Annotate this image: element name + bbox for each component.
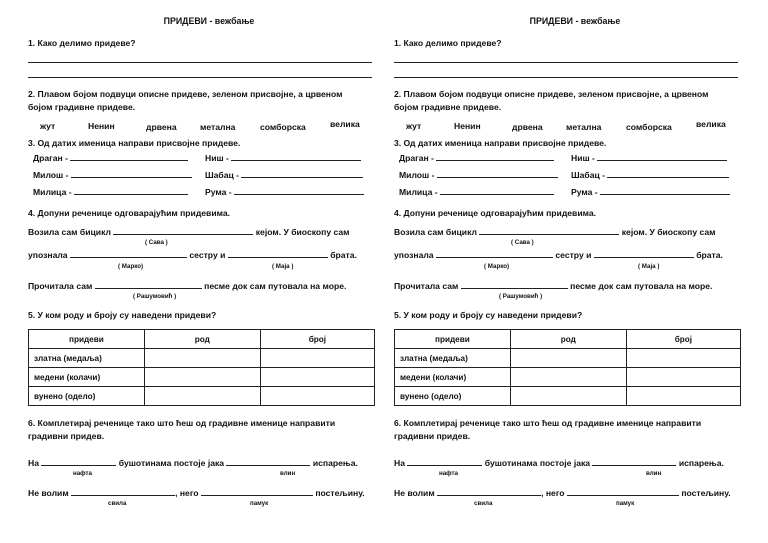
table-cell: медени (колачи) xyxy=(29,368,145,387)
answer-line[interactable] xyxy=(592,457,676,466)
answer-line[interactable] xyxy=(600,186,730,195)
table-row xyxy=(29,349,375,368)
answer-line[interactable] xyxy=(201,487,313,496)
table-row xyxy=(395,387,741,406)
adjective[interactable]: метална xyxy=(200,122,236,132)
answer-cell[interactable] xyxy=(144,368,260,387)
answer-line[interactable] xyxy=(394,77,738,78)
answer-line[interactable] xyxy=(607,169,729,178)
sentence-5: Не волим , него постељину. xyxy=(394,488,731,498)
noun-row: Рума - xyxy=(571,186,730,197)
answer-line[interactable] xyxy=(597,152,727,161)
answer-line[interactable] xyxy=(28,62,372,63)
sentence-3: Прочитала сам песме док сам путовала на море. xyxy=(394,281,713,291)
answer-cell[interactable] xyxy=(260,387,374,406)
sentence-2: упознала сестру и брата. xyxy=(394,250,723,260)
answer-cell[interactable] xyxy=(510,387,626,406)
question-2: 2. Плавом бојом подвуци описне придеве, зеленом присвојне, а црвеном xyxy=(28,89,343,99)
table-row xyxy=(395,368,741,387)
answer-line[interactable] xyxy=(70,249,187,258)
question-5: 5. У ком роду и броју су наведени придеви? xyxy=(28,310,217,320)
answer-line[interactable] xyxy=(71,487,175,496)
hint: ( Сава ) xyxy=(145,239,168,246)
sentence-5: Не волим , него постељину. xyxy=(28,488,365,498)
answer-line[interactable] xyxy=(28,77,372,78)
table-row xyxy=(29,387,375,406)
worksheet-right xyxy=(394,0,756,543)
answer-line[interactable] xyxy=(479,226,619,235)
worksheet-title: ПРИДЕВИ - вежбање xyxy=(163,16,255,26)
noun-row: Шабац - xyxy=(205,169,363,180)
answer-line[interactable] xyxy=(95,280,202,289)
hint: ( Маја ) xyxy=(272,263,294,270)
hint: ( Рашумовић ) xyxy=(133,293,177,300)
answer-cell[interactable] xyxy=(260,368,374,387)
answer-line[interactable] xyxy=(436,249,553,258)
table-header: број xyxy=(260,330,374,349)
question-4: 4. Допуни реченице одговарајућим придевима. xyxy=(28,208,231,218)
table-cell: медени (колачи) xyxy=(395,368,511,387)
hint: ( Марко) xyxy=(484,263,510,270)
answer-line[interactable] xyxy=(436,152,554,161)
adjective[interactable]: сомборска xyxy=(260,122,306,132)
table-row xyxy=(29,368,375,387)
adjective[interactable]: сомборска xyxy=(626,122,672,132)
answer-line[interactable] xyxy=(228,249,328,258)
adjective[interactable]: жут xyxy=(406,121,422,131)
adjective[interactable]: Ненин xyxy=(88,121,115,131)
question-6-cont: градивни придев. xyxy=(394,431,471,441)
adjective[interactable]: Ненин xyxy=(454,121,481,131)
hint: памук xyxy=(616,500,635,507)
noun-row: Драган - xyxy=(33,152,188,163)
noun-row: Милош - xyxy=(399,169,558,180)
answer-line[interactable] xyxy=(437,169,558,178)
answer-cell[interactable] xyxy=(626,368,740,387)
question-6: 6. Комплетирај реченице тако што ћеш од градивне именице направити xyxy=(28,418,336,428)
adjective[interactable]: дрвена xyxy=(146,122,177,132)
question-4: 4. Допуни реченице одговарајућим придевима. xyxy=(394,208,597,218)
table-header: придеви xyxy=(29,330,145,349)
table-cell: вунено (одело) xyxy=(395,387,511,406)
hint: ( Марко) xyxy=(118,263,144,270)
question-6-cont: градивни придев. xyxy=(28,431,105,441)
answer-line[interactable] xyxy=(567,487,679,496)
adjective[interactable]: дрвена xyxy=(512,122,543,132)
answer-line[interactable] xyxy=(461,280,568,289)
answer-line[interactable] xyxy=(70,152,188,161)
worksheet-title: ПРИДЕВИ - вежбање xyxy=(529,16,621,26)
table-cell: златна (медаља) xyxy=(29,349,145,368)
answer-cell[interactable] xyxy=(510,368,626,387)
hint: влин xyxy=(646,470,662,477)
answer-cell[interactable] xyxy=(510,349,626,368)
question-1: 1. Како делимо придеве? xyxy=(28,38,136,48)
sentence-3: Прочитала сам песме док сам путовала на море. xyxy=(28,281,347,291)
adjective[interactable]: велика xyxy=(330,119,360,129)
worksheet-left xyxy=(28,0,390,543)
question-2: 2. Плавом бојом подвуци описне придеве, зеленом присвојне, а црвеном xyxy=(394,89,709,99)
answer-line[interactable] xyxy=(594,249,694,258)
sentence-4: На бушотинама постоје јака испарења. xyxy=(28,458,358,468)
sentence-2: упознала сестру и брата. xyxy=(28,250,357,260)
hint: влин xyxy=(280,470,296,477)
noun-row: Милош - xyxy=(33,169,192,180)
question-1: 1. Како делимо придеве? xyxy=(394,38,502,48)
sentence-1: Возила сам бицикл кејом. У биоскопу сам xyxy=(394,227,716,237)
answer-line[interactable] xyxy=(74,186,188,195)
noun-row: Драган - xyxy=(399,152,554,163)
answer-line[interactable] xyxy=(437,487,541,496)
answer-line[interactable] xyxy=(440,186,554,195)
hint: свила xyxy=(108,500,127,507)
answer-line[interactable] xyxy=(231,152,361,161)
table-cell: вунено (одело) xyxy=(29,387,145,406)
answer-line[interactable] xyxy=(226,457,310,466)
hint: ( Рашумовић ) xyxy=(499,293,543,300)
adjective[interactable]: жут xyxy=(40,121,56,131)
answer-cell[interactable] xyxy=(626,387,740,406)
answer-line[interactable] xyxy=(407,457,482,466)
table-header: род xyxy=(510,330,626,349)
noun-row: Ниш - xyxy=(205,152,361,163)
sentence-1: Возила сам бицикл кејом. У биоскопу сам xyxy=(28,227,350,237)
answer-line[interactable] xyxy=(394,62,738,63)
question-3: 3. Од датих именица направи присвојне придеве. xyxy=(394,138,607,148)
answer-line[interactable] xyxy=(241,169,363,178)
table-row xyxy=(395,349,741,368)
table-cell: златна (медаља) xyxy=(395,349,511,368)
answer-cell[interactable] xyxy=(144,387,260,406)
answer-cell[interactable] xyxy=(144,349,260,368)
hint: нафта xyxy=(439,470,458,477)
question-5: 5. У ком роду и броју су наведени придеви? xyxy=(394,310,583,320)
adjective[interactable]: метална xyxy=(566,122,602,132)
answer-cell[interactable] xyxy=(260,349,374,368)
noun-row: Милица - xyxy=(33,186,188,197)
answer-line[interactable] xyxy=(113,226,253,235)
gender-number-table xyxy=(394,329,741,406)
question-3: 3. Од датих именица направи присвојне придеве. xyxy=(28,138,241,148)
answer-line[interactable] xyxy=(234,186,364,195)
question-2-cont: бојом градивне придеве. xyxy=(28,102,136,112)
hint: нафта xyxy=(73,470,92,477)
table-header: придеви xyxy=(395,330,511,349)
answer-cell[interactable] xyxy=(626,349,740,368)
hint: ( Маја ) xyxy=(638,263,660,270)
answer-line[interactable] xyxy=(71,169,192,178)
hint: свила xyxy=(474,500,493,507)
hint: ( Сава ) xyxy=(511,239,534,246)
hint: памук xyxy=(250,500,269,507)
table-header: род xyxy=(144,330,260,349)
question-2-cont: бојом градивне придеве. xyxy=(394,102,502,112)
noun-row: Милица - xyxy=(399,186,554,197)
table-header: број xyxy=(626,330,740,349)
question-6: 6. Комплетирај реченице тако што ћеш од градивне именице направити xyxy=(394,418,702,428)
noun-row: Ниш - xyxy=(571,152,727,163)
gender-number-table xyxy=(28,329,375,406)
noun-row: Шабац - xyxy=(571,169,729,180)
sentence-4: На бушотинама постоје јака испарења. xyxy=(394,458,724,468)
noun-row: Рума - xyxy=(205,186,364,197)
answer-line[interactable] xyxy=(41,457,116,466)
adjective[interactable]: велика xyxy=(696,119,726,129)
